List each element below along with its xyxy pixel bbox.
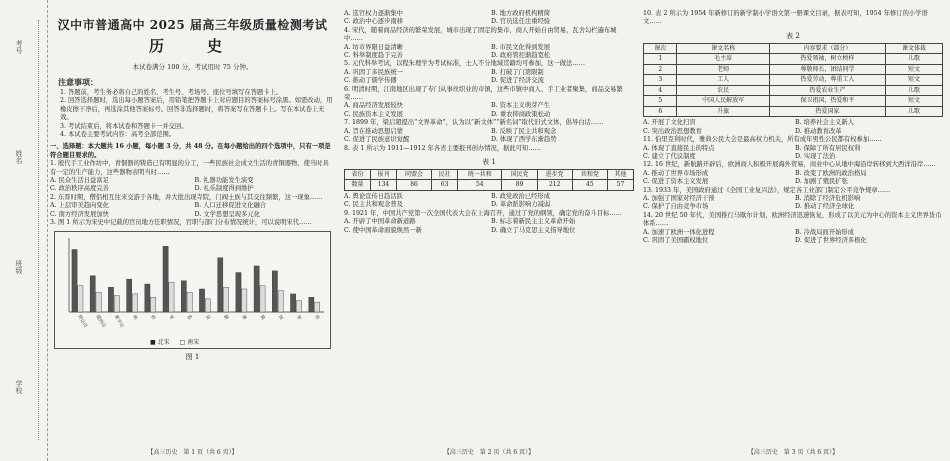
table-cell: 3 [644, 75, 677, 86]
dotted-cut-line [38, 20, 39, 440]
answer-option: A. 体现了直接民主的特点 [643, 144, 715, 152]
exam-title: 汉中市普通高中 2025 届高三年级质量检测考试 [57, 18, 328, 32]
table-header-cell: 国民党 [502, 169, 537, 180]
table-cell: 54 [458, 180, 502, 191]
x-tick-label: 务 [294, 314, 302, 321]
table-header-cell: 课次 [644, 43, 677, 54]
question-stem: 7. 1899 年，梁启超提出“文界革命”，认为以“新文体”“新名词”取代旧式文体，倡导白话…… [344, 119, 604, 127]
note-item: 1. 答题前，考生务必将自己的姓名、考生号、考场号、座位号填写在答题卡上。 [60, 89, 283, 96]
answer-option: D. 促进了经济交流 [491, 77, 544, 85]
table-cell: 老师 [677, 64, 769, 75]
answer-option: A. 坊市界限日益清晰 [344, 43, 403, 51]
table-cell: 2 [644, 64, 677, 75]
answer-option: C. 突出政治思想教育 [643, 127, 702, 135]
answer-option: B. 标志着新民主主义革命开始 [491, 218, 576, 226]
table-cell: 短文 [885, 64, 942, 75]
table-cell: 热爱劳动，尊重工人 [769, 75, 885, 86]
table-header-row [644, 43, 943, 54]
bar-series-2 [260, 285, 265, 311]
answer-option: B. 反映了民主共和观念 [491, 127, 557, 135]
bar-series-2 [187, 292, 192, 312]
table-cell: 热爱领袖，树立榜样 [769, 54, 885, 65]
table-header-row [345, 169, 634, 180]
answer-option: B. 改变了欧洲的政治格局 [795, 169, 867, 177]
table-cell: 134 [370, 180, 396, 191]
bar-series-2 [296, 300, 301, 312]
bar-series-1 [199, 288, 204, 311]
table-cell: 5 [644, 96, 677, 107]
bar-series-2 [205, 298, 210, 311]
question-stem: 1. 殷代手工业作坊中，青铜器的铸造已有明显的分工，一些民族社会成文生活的青铜器物，使当时具有一定的生产能力，这些器物表明当时…… [50, 160, 329, 176]
answer-option: C. 建立了代议制度 [643, 152, 696, 160]
table-caption: 表 2 [786, 31, 800, 40]
table-cell: 保卫祖国，热爱和平 [769, 96, 885, 107]
question-stem: 3. 图 1 所示为宋史中记载的官员地方任职情况，官职与部门分布情况统计，可以说明宋代…… [50, 219, 312, 227]
table-header-cell: 共和党 [572, 169, 607, 180]
answer-option: A. 舆论宣传日趋活跃 [344, 192, 403, 200]
page-footer: 【高三历史 第 1 页（共 6 页）】 [147, 449, 238, 456]
answer-option: A. 开展了文化扫盲 [643, 119, 696, 127]
answer-option: C. 政治中心逐步南移 [344, 18, 403, 26]
table-row [644, 75, 943, 86]
bar-series-1 [127, 279, 132, 312]
answer-option: C. 促进了资本主义发展 [643, 178, 709, 186]
binding-label-class: 班级 [15, 260, 23, 274]
table-cell: 儿歌 [885, 54, 942, 65]
answer-option: D. 体现了西学东渐趋势 [491, 136, 557, 144]
table-header-cell: 进步党 [537, 169, 572, 180]
table-cell: 热爱国家 [769, 106, 885, 117]
answer-option: D. 革命派影响力减弱 [491, 201, 551, 209]
legend-item: □ 南宋 [179, 338, 200, 346]
question-stem: 2. 东晋时期，僧侣相互往来交游于各地，并大批出现寺院，门阀士族与其交往频繁，这一现象…… [50, 193, 323, 201]
answer-option: B. 礼器功能发生演变 [194, 177, 254, 185]
table-cell: 中国人民解放军 [677, 96, 769, 107]
answer-option: B. 保障了所有居民权利 [795, 144, 861, 152]
table-row [644, 54, 943, 65]
question-stem: 12. 16 世纪，新航路开辟后，欧洲商人积极开展海外贸易，商业中心从地中海沿岸转移到大西洋沿岸…… [643, 161, 936, 169]
x-tick-label: 县 [203, 314, 211, 321]
table-cell: 4 [644, 85, 677, 96]
answer-option: D. 推动教育改革 [795, 127, 842, 135]
bar-series-2 [242, 288, 247, 311]
binding-label-name: 姓名 [15, 150, 23, 164]
x-tick-label: 监 [185, 314, 193, 321]
page-footer: 【高三历史 第 2 页（共 6 页）】 [443, 449, 535, 456]
binding-label-school: 学校 [15, 380, 23, 394]
binding-margin [0, 0, 48, 461]
table-1 [344, 169, 634, 191]
table-row [345, 180, 634, 191]
question-stem: 8. 表 1 所示为 1911—1912 年各省主要报刊创办情况，据此可知…… [344, 144, 541, 152]
x-tick-label: 军 [167, 314, 175, 321]
bar-series-1 [181, 280, 186, 311]
answer-option: B. 打破了门第限制 [491, 68, 544, 76]
notes-title: 注意事项： [58, 77, 98, 87]
bar-series-1 [309, 297, 314, 312]
answer-option: A. 加强了国家对经济干预 [643, 194, 715, 202]
answer-option: A. 旨在推动思想启蒙 [344, 127, 403, 135]
answer-option: B. 资本主义萌芽产生 [491, 102, 551, 110]
bar-series-1 [163, 246, 168, 312]
answer-option: D. 官员选任注重经验 [491, 18, 551, 26]
chart-svg [55, 232, 330, 336]
bar-series-2 [132, 293, 137, 311]
note-item: 3. 考试结束后，将本试卷和答题卡一并交回。 [60, 122, 188, 130]
table-header-cell: 其他 [607, 169, 633, 180]
chart-caption: 图 1 [185, 352, 200, 361]
binding-label-exam-number: 考号 [15, 40, 23, 54]
question-stem: 13. 1933 年，美国政府通过《全国工业复兴法》，规定各工业部门制定公平竞争规章…… [643, 186, 891, 194]
answer-option: A. 推动了世界市场形成 [643, 169, 709, 177]
answer-option: A. 开辟了中国革命新道路 [344, 218, 416, 226]
table-cell: 儿歌 [885, 106, 942, 117]
table-cell: 短文 [885, 75, 942, 86]
answer-option: A. 上层审美趋向变化 [50, 202, 109, 210]
x-tick-label: 场 [276, 314, 284, 321]
table-cell: 热爱农业生产 [769, 85, 885, 96]
note-item: 4. 本试卷主要考试内容：高考全部范围。 [60, 131, 176, 139]
table-cell: 短文 [885, 96, 942, 107]
question-stem: 5. 元代科举考试，以程朱理学为考试标准，士人不分地域贯籍均可参加，这一做法…… [344, 60, 585, 68]
page-footer: 【高三历史 第 3 页（共 6 页）】 [747, 449, 839, 456]
answer-option: D. 推动了经济全球化 [795, 203, 855, 211]
answer-option: C. 民族资本主义发展 [344, 110, 403, 118]
answer-option: C. 巩固了美国霸权地位 [643, 237, 709, 244]
table-cell: 212 [537, 180, 572, 191]
x-tick-label: 常平司 [112, 314, 124, 329]
bar-series-2 [151, 297, 156, 312]
bar-series-1 [72, 249, 77, 311]
answer-option: C. 推动了儒学传播 [344, 77, 397, 85]
table-cell: 63 [432, 180, 458, 191]
question-stem: 9. 1921 年，中国共产党第一次全国代表大会在上海召开，通过了党的纲领，确定党的奋斗目标…… [344, 209, 622, 217]
answer-option: A. 民众生活日益富足 [50, 177, 109, 185]
table-cell: 57 [607, 180, 633, 191]
bar-series-1 [272, 270, 277, 311]
table-cell: 45 [572, 180, 607, 191]
answer-option: C. 保护了自由竞争市场 [643, 203, 709, 211]
table-cell: 工人 [677, 75, 769, 86]
table-cell: 86 [396, 180, 431, 191]
answer-option: D. 确立了马克思主义指导地位 [491, 226, 576, 234]
answer-option: D. 加剧了殖民扩张 [795, 178, 848, 186]
bar-series-2 [114, 295, 119, 311]
x-tick-label: 州 [131, 314, 138, 321]
table-header-cell: 同盟会 [396, 169, 431, 180]
table-header-cell: 课文体裁 [885, 43, 942, 54]
answer-option: D. 重农抑商政策松动 [491, 110, 551, 118]
answer-option: A. 加速了欧洲一体化进程 [643, 228, 715, 236]
table-cell: 89 [502, 180, 537, 191]
answer-option: D. 实现了法治 [795, 152, 836, 160]
bar-series-1 [218, 257, 223, 311]
table-cell: 6 [644, 106, 677, 117]
x-tick-label: 寨 [240, 314, 247, 321]
table-row [644, 85, 943, 96]
x-tick-label: 镇 [258, 314, 266, 321]
bar-chart [54, 231, 331, 349]
table-cell: 升旗 [677, 106, 769, 117]
answer-option: D. 政府管控渐趋宽松 [491, 52, 551, 60]
answer-option: C. 政治秩序高度完善 [50, 185, 109, 193]
score-info: 本试卷满分 100 分，考试用时 75 分钟。 [132, 63, 253, 71]
table-cell: 数量 [345, 180, 371, 191]
bar-series-2 [223, 287, 228, 312]
table-row [644, 106, 943, 117]
page-3 [643, 0, 943, 461]
table-caption: 表 1 [482, 157, 496, 166]
bar-series-1 [254, 265, 259, 311]
question-stem: 10. 表 2 所示为 1954 年新修订的新学制小学语文第一册课文目录，据表可知，1954 年修订的小学语文…… [643, 10, 928, 26]
table-cell: 农民 [677, 85, 769, 96]
table-row [644, 96, 943, 107]
answer-option: A. 巩固了多民族统一 [344, 68, 403, 76]
answer-option: C. 促进了民族意识觉醒 [344, 136, 410, 144]
table-header-cell: 统一共和 [458, 169, 502, 180]
bar-series-2 [78, 285, 83, 311]
table-2 [643, 43, 943, 118]
note-item: 2. 回答选择题时，选出每小题答案后，用铅笔把答题卡上对应题目的答案标号涂黑。如需改动，用橡皮擦干净后，再选涂其他答案标号。回答非选择题时，将答案写在答题卡上。写在本试卷上无效。 [60, 97, 333, 122]
question-stem: 11. 伯里克利时代，雅典公民大会是最高权力机关，所有成年男性公民都有权参加…… [643, 136, 882, 144]
answer-option: B. 培养社会主义新人 [795, 119, 855, 127]
bar-series-1 [236, 272, 241, 311]
table-header-cell: 省份 [345, 169, 371, 180]
table-header-cell: 内容要求（部分） [769, 43, 885, 54]
legend-item: ■ 北宋 [150, 338, 170, 346]
answer-option: D. 礼乐制度得到维护 [194, 185, 254, 193]
x-tick-label: 转运司 [76, 314, 88, 329]
answer-option: B. 人口迁移促进文化融合 [194, 202, 267, 210]
question-stem: 6. 明清时期，江南地区出现了专门从事丝织业的市镇，这些市镇中商人、手工业者聚集，商品交易繁荣…… [344, 85, 623, 102]
bar-series-1 [145, 284, 150, 312]
answer-option: C. 使中国革命面貌焕然一新 [344, 226, 422, 234]
table-cell: 毛主席 [677, 54, 769, 65]
page-1 [50, 0, 335, 461]
bar-series-2 [169, 282, 174, 312]
answer-option: D. 促进了世界经济多极化 [795, 237, 867, 244]
answer-option: D. 文学思想呈现多元化 [194, 210, 260, 218]
table-cell: 儿歌 [885, 85, 942, 96]
answer-option: B. 冷战局面开始形成 [795, 228, 855, 236]
question-stem: 14. 20 世纪 50 年代，美国推行马歇尔计划，欧洲经济迅速恢复，形成了以美元为中心的资本主义世界货币体系…… [643, 211, 942, 228]
answer-option: B. 市民文化得到发展 [491, 43, 551, 51]
table-cell: 1 [644, 54, 677, 65]
subject-title: 历 史 [148, 37, 236, 55]
table-header-cell: 民社 [432, 169, 458, 180]
x-tick-label: 路 [222, 314, 229, 321]
x-tick-label: 库 [313, 314, 320, 321]
answer-option: C. 南方经济发展加快 [50, 210, 109, 218]
answer-option: A. 选官权力逐渐集中 [344, 10, 403, 17]
answer-option: B. 地方政府机构精简 [491, 10, 551, 17]
table-cell: 尊敬师长，团结同学 [769, 64, 885, 75]
bar-series-1 [290, 293, 295, 311]
table-row [644, 64, 943, 75]
section-title: 一、选择题：本大题共 16 小题，每小题 3 分，共 48 分。在每小题给出的四个选项中，只有一项是符合题目要求的。 [50, 143, 331, 159]
table-header-cell: 报刊 [370, 169, 396, 180]
answer-option: C. 科举制度趋于完善 [344, 52, 403, 60]
bar-series-1 [108, 287, 113, 312]
x-tick-label: 府 [149, 314, 156, 321]
bar-series-2 [278, 290, 283, 311]
answer-option: A. 商品经济发展较快 [344, 102, 403, 110]
bar-series-2 [96, 292, 101, 312]
answer-option: B. 政党政治已经形成 [491, 192, 551, 200]
question-stem: 4. 宋代，随着商品经济的繁荣发展，城市出现了固定的集市，商人开始自由贸易，瓦舍勾栏遍布城中…… [344, 26, 617, 43]
answer-option: B. 消除了经济危机影响 [795, 194, 861, 202]
bar-series-2 [315, 302, 320, 312]
bar-series-1 [90, 275, 95, 311]
page-2 [344, 0, 634, 461]
x-tick-label: 提刑司 [94, 314, 106, 329]
answer-option: C. 民主共和观念普及 [344, 201, 403, 209]
table-header-cell: 课文名称 [677, 43, 769, 54]
